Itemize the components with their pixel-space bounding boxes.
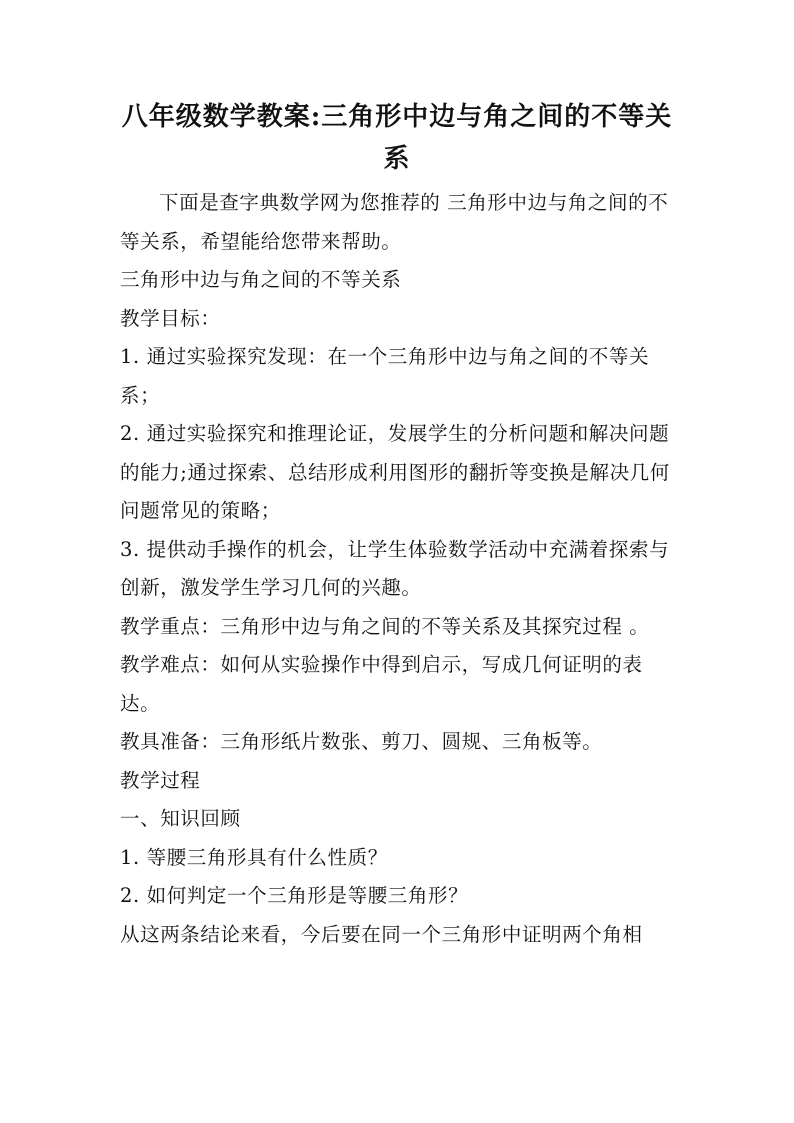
materials-paragraph: 教具准备：三角形纸片数张、剪刀、圆规、三角板等。 <box>120 730 603 753</box>
objective-item-2: 2. 通过实验探究和推理论证，发展学生的分析问题和解决问题的能力;通过探索、总结形成利用图形的翻折等变换是解决几何问题常见的策略； <box>120 422 670 522</box>
review-heading: 一、知识回顾 <box>120 807 241 830</box>
document-body <box>120 184 682 954</box>
review-question-1: 1. 等腰三角形具有什么性质？ <box>120 845 388 869</box>
conclusion-paragraph: 从这两条结论来看，今后要在同一个三角形中证明两个角相 <box>120 922 643 946</box>
title-line-1: 八年级数学教案:三角形中边与角之间的不等关 <box>121 102 673 132</box>
document-title <box>110 96 684 180</box>
review-question-2: 2. 如何判定一个三角形是等腰三角形？ <box>120 884 469 907</box>
key-point-paragraph: 教学重点：三角形中边与角之间的不等关系及其探究过程 。 <box>120 614 650 638</box>
section-heading: 三角形中边与角之间的不等关系 <box>120 268 402 291</box>
intro-paragraph: 下面是查字典数学网为您推荐的 三角形中边与角之间的不等关系，希望能给您带来帮助。 <box>120 191 669 253</box>
objective-item-1: 1. 通过实验探究发现：在一个三角形中边与角之间的不等关系； <box>120 345 650 407</box>
objectives-heading: 教学目标： <box>120 306 221 330</box>
process-heading: 教学过程 <box>120 768 201 792</box>
difficulty-paragraph: 教学难点：如何从实验操作中得到启示，写成几何证明的表达。 <box>120 653 643 715</box>
title-line-2: 系 <box>383 144 411 174</box>
objective-item-3: 3. 提供动手操作的机会，让学生体验数学活动中充满着探索与创新，激发学生学习几何的兴趣。 <box>120 537 670 599</box>
